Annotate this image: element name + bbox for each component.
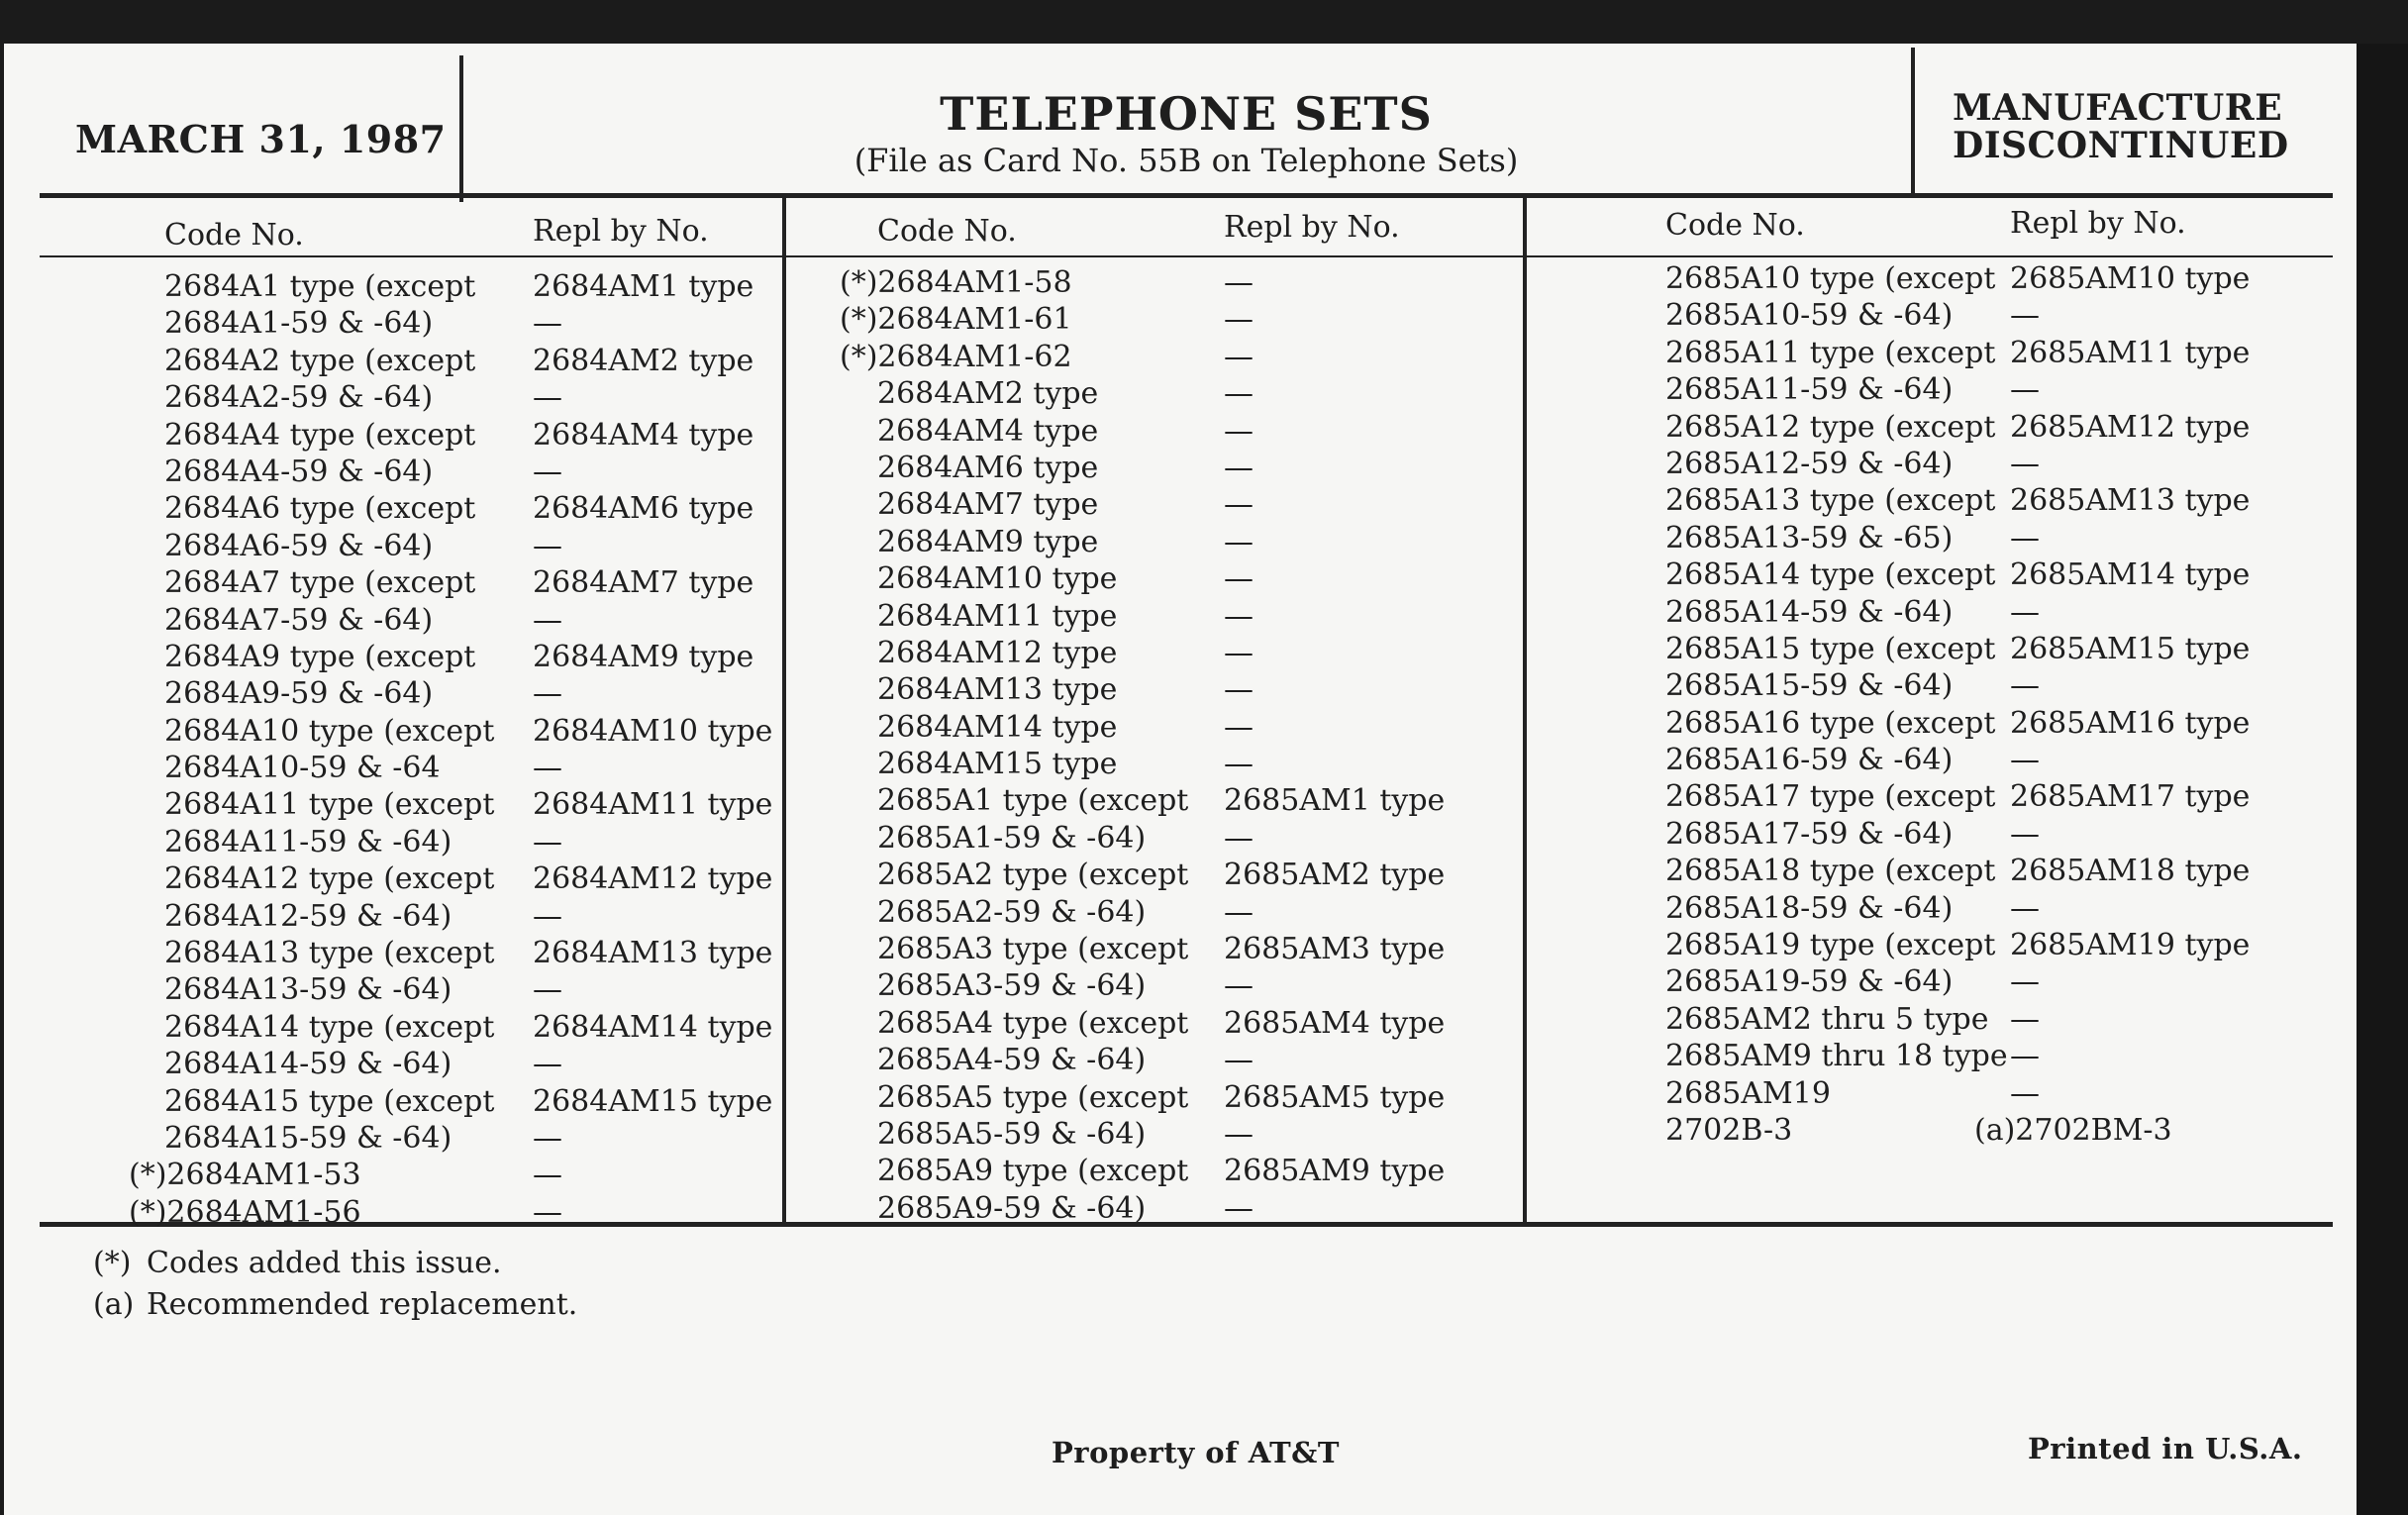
code-number: 2685A10-59 & -64) <box>1665 298 1954 334</box>
code-number: 2684A1 type (except <box>164 269 476 304</box>
code-number: 2685A15-59 & -64) <box>1665 668 1954 704</box>
table-row <box>840 1190 1513 1227</box>
replacement-number: — <box>1224 376 1254 412</box>
code-number: 2685A12-59 & -64) <box>1665 446 1954 481</box>
code-number: 2685A14 type (except <box>1665 557 1996 593</box>
code-number: 2685A5 type (except <box>877 1079 1189 1115</box>
code-number: 2684AM14 type <box>877 709 1118 745</box>
code-number: (*)2684AM1-58 <box>840 265 1072 300</box>
replacement-number: — <box>1224 598 1254 634</box>
code-number: 2684A7 type (except <box>164 565 476 601</box>
replacement-number: 2685AM1 type <box>1224 783 1446 819</box>
col2-code-header: Code No. <box>877 214 1017 249</box>
code-number: 2684AM15 type <box>877 747 1118 782</box>
replacement-number: 2684AM13 type <box>533 936 773 971</box>
table-row <box>1665 778 2339 815</box>
col1-code-header: Code No. <box>164 218 304 252</box>
table-row <box>840 264 1513 301</box>
table-row <box>1665 927 2339 963</box>
replacement-number: 2685AM5 type <box>1224 1079 1446 1115</box>
code-number: 2684A11 type (except <box>164 787 495 823</box>
replacement-number: 2684AM9 type <box>533 639 754 674</box>
table-row <box>1665 853 2339 889</box>
code-number: 2684A2 type (except <box>164 343 476 378</box>
replacement-number: 2685AM9 type <box>1224 1154 1446 1189</box>
replacement-number: 2685AM4 type <box>1224 1005 1446 1041</box>
replacement-number: 2685AM15 type <box>2010 631 2251 666</box>
table-row <box>1665 520 2339 556</box>
table-row <box>840 1005 1513 1042</box>
code-number: 2685A10 type (except <box>1665 261 1996 296</box>
col3-code-header: Code No. <box>1665 208 1805 243</box>
code-number: 2685A19-59 & -64) <box>1665 964 1954 1000</box>
table-row <box>840 1079 1513 1116</box>
code-number: 2684AM2 type <box>877 376 1099 412</box>
replacement-number: — <box>1224 747 1254 782</box>
replacement-number: 2685AM2 type <box>1224 858 1446 893</box>
replacement-number: — <box>1224 524 1254 559</box>
table-row <box>129 268 772 305</box>
replacement-number: 2684AM2 type <box>533 343 754 378</box>
footnote-text: Codes added this issue. <box>147 1246 502 1280</box>
table-row <box>1665 705 2339 742</box>
replacement-number: — <box>533 676 562 712</box>
table-row <box>1665 890 2339 927</box>
replacement-number: 2684AM14 type <box>533 1009 773 1045</box>
table-row <box>1665 1038 2339 1074</box>
code-number: 2684AM6 type <box>877 450 1099 485</box>
code-number: 2684A4-59 & -64) <box>164 454 434 489</box>
replacement-number: 2685AM19 type <box>2010 928 2251 963</box>
code-number: 2685AM9 thru 18 type <box>1665 1039 2008 1074</box>
column-divider-2 <box>1523 196 1527 1226</box>
replacement-number: — <box>533 1158 562 1193</box>
code-number: 2684A11-59 & -64) <box>164 824 452 859</box>
table-row <box>129 379 772 416</box>
replacement-number: — <box>2010 594 2040 630</box>
code-number: 2685A3 type (except <box>877 932 1189 967</box>
table-row <box>840 746 1513 782</box>
replacement-number: — <box>533 1120 562 1156</box>
table-column-3 <box>1665 260 2339 1149</box>
table-row <box>840 1153 1513 1189</box>
status-label <box>1953 89 2289 164</box>
replacement-number: — <box>533 454 562 489</box>
code-number: (*)2684AM1-61 <box>840 302 1072 338</box>
code-number: 2685A2-59 & -64) <box>877 894 1147 930</box>
table-row <box>840 339 1513 375</box>
table-row <box>129 639 772 675</box>
table-row <box>1665 742 2339 778</box>
table-row <box>1665 556 2339 593</box>
table-row <box>840 671 1513 708</box>
replacement-number: — <box>1224 561 1254 597</box>
code-number: 2685A2 type (except <box>877 858 1189 893</box>
table-row <box>840 413 1513 450</box>
code-number: 2685A3-59 & -64) <box>877 968 1147 1004</box>
replacement-number: — <box>2010 298 2040 334</box>
replacement-number: — <box>533 380 562 416</box>
table-row <box>840 524 1513 560</box>
table-row <box>1665 1001 2339 1038</box>
replacement-number: — <box>2010 964 2040 1000</box>
replacement-number: — <box>1224 487 1254 523</box>
table-row <box>1665 482 2339 519</box>
replacement-number: — <box>1224 968 1254 1004</box>
code-number: 2685A4-59 & -64) <box>877 1043 1147 1078</box>
code-number: 2685A4 type (except <box>877 1005 1189 1041</box>
table-row <box>129 1120 772 1157</box>
table-row <box>840 894 1513 931</box>
code-number: 2684A12 type (except <box>164 861 495 897</box>
replacement-number: — <box>1224 1116 1254 1152</box>
code-number: 2684A6 type (except <box>164 491 476 527</box>
table-row <box>1665 371 2339 408</box>
table-row <box>129 490 772 527</box>
footnote-asterisk <box>93 1246 502 1280</box>
table-row <box>129 417 772 454</box>
table-row <box>1665 1112 2339 1149</box>
code-number: 2684A14-59 & -64) <box>164 1047 452 1082</box>
card-subtitle: (File as Card No. 55B on Telephone Sets) <box>853 142 1519 179</box>
replacement-number: 2685AM17 type <box>2010 779 2251 815</box>
replacement-number: 2685AM14 type <box>2010 557 2251 593</box>
table-row <box>129 786 772 823</box>
replacement-number: 2684AM4 type <box>533 417 754 453</box>
code-number: 2685A16 type (except <box>1665 705 1996 741</box>
issue-date: MARCH 31, 1987 <box>75 117 447 161</box>
table-row <box>129 1194 772 1231</box>
table-row <box>129 898 772 935</box>
table-row <box>129 528 772 564</box>
code-number: 2702B-3 <box>1665 1112 1793 1148</box>
replacement-number: 2684AM11 type <box>533 787 773 823</box>
table-row <box>129 675 772 712</box>
code-number: 2685A5-59 & -64) <box>877 1116 1147 1152</box>
table-row <box>1665 297 2339 334</box>
property-notice: Property of AT&T <box>1052 1436 1340 1469</box>
status-line-2: DISCONTINUED <box>1953 125 2289 166</box>
code-number: 2684A13 type (except <box>164 936 495 971</box>
replacement-number: — <box>2010 668 2040 704</box>
replacement-number: — <box>2010 372 2040 408</box>
code-number: 2684AM10 type <box>877 561 1118 597</box>
table-row <box>129 750 772 786</box>
table-row <box>129 564 772 601</box>
replacement-number: — <box>2010 1001 2040 1037</box>
table-row <box>1665 335 2339 371</box>
replacement-number: — <box>533 1047 562 1082</box>
code-number: 2685A16-59 & -64) <box>1665 743 1954 778</box>
table-row <box>129 1157 772 1193</box>
code-number: 2685A11-59 & -64) <box>1665 372 1954 408</box>
replacement-number: 2685AM16 type <box>2010 705 2251 741</box>
replacement-number: — <box>533 898 562 934</box>
replacement-number: 2684AM15 type <box>533 1083 773 1119</box>
replacement-number: — <box>1224 894 1254 930</box>
code-number: (*)2684AM1-62 <box>840 339 1072 374</box>
code-number: 2685A1 type (except <box>877 783 1189 819</box>
code-number: 2685A17 type (except <box>1665 779 1996 815</box>
replacement-number: — <box>2010 1075 2040 1111</box>
replacement-number: 2684AM1 type <box>533 269 754 304</box>
code-number: 2684A7-59 & -64) <box>164 602 434 638</box>
header-rule <box>40 193 2333 198</box>
table-row <box>1665 667 2339 704</box>
code-number: 2685A9-59 & -64) <box>877 1190 1147 1226</box>
code-number: 2685A18-59 & -64) <box>1665 890 1954 926</box>
replacement-number: 2684AM12 type <box>533 861 773 897</box>
code-number: 2684AM13 type <box>877 672 1118 708</box>
table-row <box>1665 260 2339 297</box>
card-title: TELEPHONE SETS <box>940 87 1433 141</box>
replacement-number: — <box>2010 816 2040 852</box>
table-row <box>129 713 772 750</box>
replacement-number: 2684AM10 type <box>533 713 773 749</box>
table-row <box>129 454 772 490</box>
table-row <box>840 931 1513 967</box>
table-row <box>129 824 772 860</box>
replacement-number: — <box>1224 450 1254 485</box>
code-number: 2684AM9 type <box>877 524 1099 559</box>
column-divider-1 <box>782 196 786 1226</box>
replacement-number: — <box>533 824 562 859</box>
table-row <box>129 1046 772 1082</box>
code-number: 2685AM2 thru 5 type <box>1665 1001 1989 1037</box>
code-number: 2684A1-59 & -64) <box>164 306 434 342</box>
table-row <box>840 709 1513 746</box>
header-divider-left <box>459 55 463 202</box>
replacement-number: 2685AM10 type <box>2010 261 2251 296</box>
code-number: 2685A17-59 & -64) <box>1665 816 1954 852</box>
code-number: 2685A13-59 & -65) <box>1665 520 1954 556</box>
table-row <box>840 450 1513 486</box>
printed-notice: Printed in U.S.A. <box>2028 1432 2303 1465</box>
replacement-number: — <box>533 751 562 786</box>
table-row <box>129 860 772 897</box>
table-row <box>1665 409 2339 446</box>
code-number: 2684A12-59 & -64) <box>164 898 452 934</box>
table-row <box>129 305 772 342</box>
code-number: 2684A9-59 & -64) <box>164 676 434 712</box>
code-number: 2684A10 type (except <box>164 713 495 749</box>
code-number: 2684A15 type (except <box>164 1083 495 1119</box>
table-row <box>840 598 1513 635</box>
table-row <box>1665 446 2339 482</box>
table-row <box>840 301 1513 338</box>
replacement-number: 2685AM3 type <box>1224 932 1446 967</box>
table-row <box>840 1042 1513 1078</box>
table-row <box>129 343 772 379</box>
replacement-number: — <box>1224 672 1254 708</box>
replacement-number: 2685AM13 type <box>2010 483 2251 519</box>
code-number: 2684AM11 type <box>877 598 1118 634</box>
code-number: 2685AM19 <box>1665 1075 1831 1111</box>
code-number: 2684AM12 type <box>877 635 1118 670</box>
code-number: 2684A10-59 & -64 <box>164 751 441 786</box>
replacement-number: — <box>2010 520 2040 556</box>
code-number: 2684A2-59 & -64) <box>164 380 434 416</box>
code-number: 2685A15 type (except <box>1665 631 1996 666</box>
col2-repl-header: Repl by No. <box>1224 210 1400 245</box>
replacement-number: 2685AM11 type <box>2010 335 2251 370</box>
table-row <box>840 820 1513 857</box>
replacement-number: 2684AM6 type <box>533 491 754 527</box>
status-line-1: MANUFACTURE <box>1953 87 2283 129</box>
replacement-number: — <box>2010 1039 2040 1074</box>
replacement-number: — <box>533 602 562 638</box>
code-number: 2685A11 type (except <box>1665 335 1996 370</box>
table-row <box>1665 594 2339 631</box>
replacement-number: — <box>1224 820 1254 856</box>
card-title-block <box>461 87 1911 180</box>
code-number: 2685A19 type (except <box>1665 928 1996 963</box>
column-header-rule <box>40 255 2333 257</box>
replacement-number: (a)2702BM-3 <box>1974 1112 2172 1148</box>
replacement-number: — <box>1224 1043 1254 1078</box>
table-row <box>1665 816 2339 853</box>
table-column-1 <box>129 268 772 1231</box>
code-number: 2685A9 type (except <box>877 1154 1189 1189</box>
footnote-text: Recommended replacement. <box>147 1287 578 1322</box>
replacement-number: — <box>1224 709 1254 745</box>
table-row <box>840 375 1513 412</box>
table-row <box>129 1083 772 1120</box>
table-row <box>840 560 1513 597</box>
table-row <box>1665 963 2339 1000</box>
header-divider-right <box>1911 48 1915 194</box>
replacement-number: — <box>1224 1190 1254 1226</box>
table-row <box>840 967 1513 1004</box>
replacement-number: — <box>1224 265 1254 300</box>
code-number: 2685A12 type (except <box>1665 409 1996 445</box>
footnote-mark: (a) <box>93 1287 135 1322</box>
footnote-mark: (*) <box>93 1246 132 1280</box>
table-row <box>840 857 1513 893</box>
replacement-number: — <box>2010 446 2040 481</box>
col3-repl-header: Repl by No. <box>2010 206 2186 241</box>
code-number: 2684A6-59 & -64) <box>164 528 434 563</box>
replacement-number: — <box>2010 743 2040 778</box>
code-number: 2685A18 type (except <box>1665 854 1996 889</box>
table-row <box>1665 1075 2339 1112</box>
replacement-number: — <box>2010 890 2040 926</box>
replacement-number: — <box>533 306 562 342</box>
code-number: 2684AM4 type <box>877 413 1099 449</box>
code-number: 2684A9 type (except <box>164 639 476 674</box>
replacement-number: 2685AM18 type <box>2010 854 2251 889</box>
replacement-number: — <box>533 972 562 1008</box>
col1-repl-header: Repl by No. <box>533 214 709 249</box>
code-number: 2685A14-59 & -64) <box>1665 594 1954 630</box>
code-number: (*)2684AM1-56 <box>129 1194 361 1230</box>
code-number: (*)2684AM1-53 <box>129 1158 361 1193</box>
footnote-a <box>93 1287 577 1322</box>
replacement-number: 2684AM7 type <box>533 565 754 601</box>
replacement-number: — <box>533 1194 562 1230</box>
table-row <box>840 635 1513 671</box>
replacement-number: 2685AM12 type <box>2010 409 2251 445</box>
table-row <box>840 486 1513 523</box>
code-number: 2684A13-59 & -64) <box>164 972 452 1008</box>
replacement-number: — <box>1224 339 1254 374</box>
scan-edge <box>2357 44 2408 1515</box>
code-number: 2684AM7 type <box>877 487 1099 523</box>
table-row <box>129 1009 772 1046</box>
code-number: 2684A15-59 & -64) <box>164 1120 452 1156</box>
replacement-number: — <box>1224 302 1254 338</box>
table-row <box>129 602 772 639</box>
replacement-number: — <box>1224 413 1254 449</box>
table-column-2 <box>840 264 1513 1227</box>
code-number: 2685A13 type (except <box>1665 483 1996 519</box>
code-number: 2685A1-59 & -64) <box>877 820 1147 856</box>
table-row <box>1665 631 2339 667</box>
table-row <box>129 971 772 1008</box>
replacement-number: — <box>533 528 562 563</box>
replacement-number: — <box>1224 635 1254 670</box>
table-row <box>129 935 772 971</box>
table-row <box>840 782 1513 819</box>
code-number: 2684A14 type (except <box>164 1009 495 1045</box>
code-number: 2684A4 type (except <box>164 417 476 453</box>
table-row <box>840 1116 1513 1153</box>
